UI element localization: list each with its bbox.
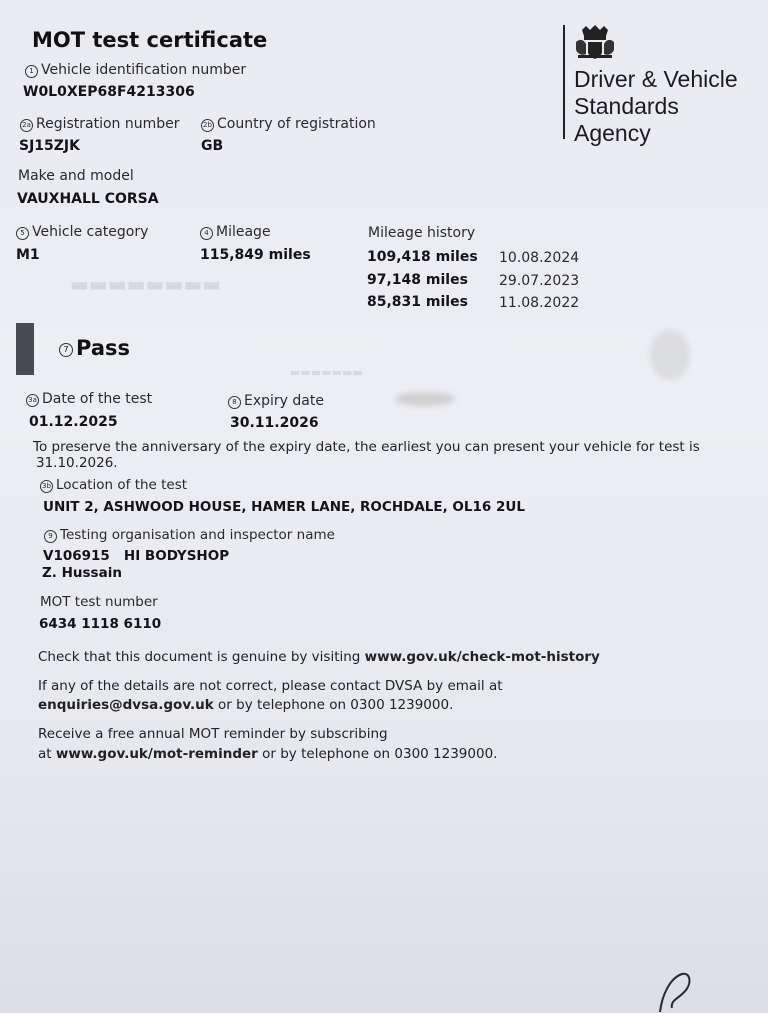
field-number-badge: 8 bbox=[228, 396, 241, 409]
field-number-badge: 5 bbox=[16, 227, 29, 240]
agency-name-line2: Standards bbox=[574, 93, 679, 119]
field-number-badge: 2a bbox=[20, 119, 33, 132]
country-label: 2b Country of registration bbox=[201, 116, 376, 132]
mileage-history-label: Mileage history bbox=[368, 225, 476, 241]
smudge bbox=[650, 330, 690, 380]
check-mot-history-link[interactable]: www.gov.uk/check-mot-history bbox=[364, 649, 600, 665]
test-date-label: 3a Date of the test bbox=[26, 391, 152, 407]
royal-crest-icon bbox=[572, 24, 618, 60]
agency-name-line1: Driver & Vehicle bbox=[574, 66, 738, 92]
result-marker-bar bbox=[16, 323, 34, 375]
country-value: GB bbox=[201, 138, 224, 154]
incorrect-details-text: If any of the details are not correct, please contact DVSA by email at bbox=[38, 678, 503, 694]
mileage-label: 4 Mileage bbox=[200, 224, 271, 240]
registration-label: 2a Registration number bbox=[20, 116, 180, 132]
mileage-history-date: 29.07.2023 bbox=[499, 273, 580, 289]
agency-name-line3: Agency bbox=[574, 120, 651, 146]
reminder-text: Receive a free annual MOT reminder by subscribing bbox=[38, 726, 388, 742]
anniversary-note-line2: 31.10.2026. bbox=[36, 455, 118, 471]
contact-email-link[interactable]: enquiries@dvsa.gov.uk bbox=[38, 697, 214, 713]
location-label: 3b Location of the test bbox=[40, 477, 187, 493]
expiry-date-value: 30.11.2026 bbox=[230, 415, 319, 431]
certificate-title: MOT test certificate bbox=[32, 28, 268, 52]
agency-divider bbox=[563, 25, 565, 139]
vin-value: W0L0XEP68F4213306 bbox=[23, 84, 195, 100]
vin-label: 1 Vehicle identification number bbox=[25, 62, 246, 78]
genuine-check-text: Check that this document is genuine by visiting www.gov.uk/check-mot-history bbox=[38, 649, 600, 665]
test-result: 7 Pass bbox=[59, 336, 130, 360]
mileage-history-date: 11.08.2022 bbox=[499, 295, 580, 311]
inspector-name: Z. Hussain bbox=[42, 565, 122, 581]
mileage-history-miles: 85,831 miles bbox=[367, 294, 468, 310]
organisation-label: 9 Testing organisation and inspector name bbox=[44, 527, 335, 543]
make-model-value: VAUXHALL CORSA bbox=[17, 191, 159, 207]
field-number-badge: 3b bbox=[40, 480, 53, 493]
contact-line: enquiries@dvsa.gov.uk or by telephone on 0300 1239000. bbox=[38, 697, 454, 713]
smudge bbox=[395, 392, 455, 406]
mileage-value: 115,849 miles bbox=[200, 247, 311, 263]
field-number-badge: 7 bbox=[59, 343, 73, 357]
ghost-text: ▬▬▬▬▬▬▬▬ bbox=[70, 272, 222, 296]
field-number-badge: 2b bbox=[201, 119, 214, 132]
location-value: UNIT 2, ASHWOOD HOUSE, HAMER LANE, ROCHDALE, OL16 2UL bbox=[43, 499, 525, 515]
mileage-history-date: 10.08.2024 bbox=[499, 250, 580, 266]
expiry-date-label: 8 Expiry date bbox=[228, 393, 324, 409]
field-number-badge: 1 bbox=[25, 65, 38, 78]
field-number-badge: 9 bbox=[44, 530, 57, 543]
mot-number-label: MOT test number bbox=[40, 594, 158, 610]
make-model-label: Make and model bbox=[18, 168, 134, 184]
mileage-history-miles: 97,148 miles bbox=[367, 272, 468, 288]
vehicle-category-value: M1 bbox=[16, 247, 40, 263]
reminder-line: at www.gov.uk/mot-reminder or by telephone on 0300 1239000. bbox=[38, 746, 498, 762]
field-number-badge: 3a bbox=[26, 394, 39, 407]
handwritten-mark bbox=[650, 960, 710, 1013]
anniversary-note-line1: To preserve the anniversary of the expiry date, the earliest you can present your vehicle for test is bbox=[33, 439, 700, 455]
vehicle-category-label: 5 Vehicle category bbox=[16, 224, 148, 240]
field-number-badge: 4 bbox=[200, 227, 213, 240]
organisation-value: V106915 HI BODYSHOP bbox=[43, 548, 230, 564]
ghost-text: ▬▬▬▬▬▬▬ bbox=[290, 366, 363, 379]
mot-reminder-link[interactable]: www.gov.uk/mot-reminder bbox=[55, 746, 258, 762]
mot-number-value: 6434 1118 6110 bbox=[39, 616, 162, 632]
test-date-value: 01.12.2025 bbox=[29, 414, 118, 430]
mileage-history-miles: 109,418 miles bbox=[367, 249, 478, 265]
registration-value: SJ15ZJK bbox=[19, 138, 80, 154]
